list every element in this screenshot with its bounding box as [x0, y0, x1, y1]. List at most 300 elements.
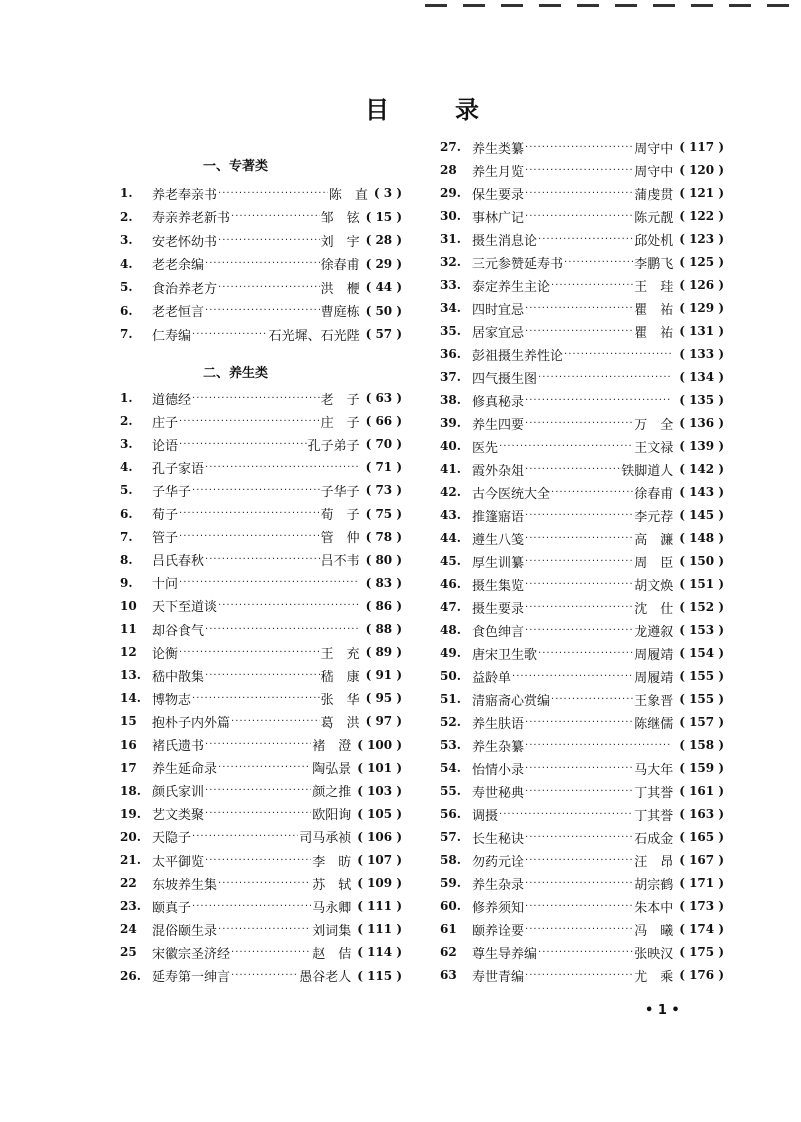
- entry-page: ( 176 ): [679, 968, 724, 982]
- entry-number: 39.: [440, 416, 461, 430]
- entry-number: 43.: [440, 508, 461, 522]
- entry-author: 邹 铉: [320, 211, 360, 226]
- entry-author: 刘词集: [312, 923, 352, 939]
- entry-page: ( 70 ): [366, 437, 402, 451]
- leader-dots: [564, 257, 633, 268]
- toc-entry: [120, 665, 402, 685]
- leader-dots: [551, 280, 633, 291]
- toc-entry: [120, 711, 402, 731]
- toc-entry: [120, 966, 402, 986]
- entry-author: 胡文焕: [634, 578, 674, 594]
- leader-dots: [525, 464, 620, 475]
- toc-entry: [120, 254, 402, 274]
- entry-number: 53.: [440, 738, 461, 752]
- entry-title: 博物志: [152, 692, 192, 708]
- leader-dots: [192, 393, 320, 404]
- entry-author: 李 昉: [312, 854, 352, 870]
- entry-number: 33.: [440, 278, 461, 292]
- entry-number: 26.: [120, 968, 141, 983]
- entry-title: 道德经: [152, 392, 192, 408]
- toc-entry: [120, 277, 402, 297]
- entry-author: 瞿 祐: [634, 325, 674, 341]
- leader-dots: [218, 878, 311, 889]
- toc-entry: [120, 183, 402, 203]
- toc-title-char-1: 目: [365, 96, 389, 124]
- leader-dots: [192, 485, 320, 496]
- entry-number: 50.: [440, 669, 461, 683]
- toc-entry: [440, 574, 724, 594]
- leader-dots: [525, 786, 633, 797]
- entry-author: 周守中: [634, 164, 674, 180]
- top-edge-dashes: [425, 4, 801, 7]
- toc-entry: [120, 301, 402, 321]
- entry-author: 赵 佶: [312, 946, 352, 962]
- entry-title: 天隐子: [152, 831, 192, 847]
- entry-page: ( 57 ): [366, 327, 402, 341]
- toc-entry: [120, 619, 402, 639]
- entry-number: 62: [440, 945, 457, 959]
- leader-dots: [205, 624, 359, 635]
- leader-dots: [525, 740, 672, 751]
- entry-page: ( 120 ): [679, 163, 724, 177]
- leader-dots: [231, 716, 320, 727]
- entry-author: 孔子弟子: [307, 438, 360, 454]
- entry-page: ( 103 ): [357, 784, 402, 798]
- entry-page: ( 155 ): [679, 669, 724, 683]
- entry-title: 吕氏春秋: [152, 554, 205, 570]
- leader-dots: [179, 647, 320, 658]
- toc-entry: [440, 827, 724, 847]
- entry-page: ( 158 ): [679, 738, 724, 752]
- entry-author: 高 濂: [634, 532, 674, 548]
- leader-dots: [218, 924, 311, 935]
- entry-page: ( 3 ): [374, 186, 402, 200]
- entry-title: 养生肤语: [472, 716, 525, 732]
- entry-page: ( 15 ): [366, 210, 402, 224]
- entry-author: 万 全: [634, 417, 674, 433]
- leader-dots: [192, 693, 320, 704]
- toc-entry: [440, 482, 724, 502]
- entry-number: 52.: [440, 715, 461, 729]
- leader-dots: [512, 671, 633, 682]
- entry-author: 子华子: [320, 484, 360, 500]
- entry-page: ( 152 ): [679, 600, 724, 614]
- entry-author: 王 充: [320, 646, 360, 662]
- entry-page: ( 171 ): [679, 876, 724, 890]
- entry-author: 司马承祯: [299, 831, 352, 847]
- entry-title: 颐养诠要: [472, 923, 525, 939]
- entry-title: 养生月览: [472, 164, 525, 180]
- entry-number: 34.: [440, 301, 461, 315]
- leader-dots: [525, 579, 633, 590]
- entry-number: 36.: [440, 347, 461, 361]
- toc-entry: [120, 850, 402, 870]
- entry-number: 37.: [440, 370, 461, 384]
- entry-title: 修真秘录: [472, 394, 525, 410]
- entry-number: 13.: [120, 668, 141, 683]
- entry-number: 58.: [440, 853, 461, 867]
- entry-author: 庄 子: [320, 415, 360, 431]
- entry-title: 仁寿编: [152, 328, 192, 344]
- entry-page: ( 150 ): [679, 554, 724, 568]
- leader-dots: [525, 625, 633, 636]
- entry-number: 15: [120, 714, 137, 729]
- leader-dots: [525, 395, 672, 406]
- toc-entry: [440, 735, 724, 755]
- entry-title: 勿药元诠: [472, 854, 525, 870]
- entry-title: 管子: [152, 531, 179, 547]
- entry-page: ( 63 ): [366, 391, 402, 405]
- leader-dots: [525, 326, 633, 337]
- entry-title: 混俗颐生录: [152, 923, 218, 939]
- entry-author: 王象晋: [634, 693, 674, 709]
- toc-entry: [120, 596, 402, 616]
- leader-dots: [525, 418, 633, 429]
- entry-author: 汪 昂: [634, 854, 674, 870]
- entry-title: 修养须知: [472, 900, 525, 916]
- leader-dots: [205, 554, 320, 565]
- entry-number: 49.: [440, 646, 461, 660]
- toc-entry: [440, 528, 724, 548]
- toc-entry: [440, 873, 724, 893]
- leader-dots: [179, 439, 307, 450]
- entry-title: 养生四要: [472, 417, 525, 433]
- entry-number: 61: [440, 922, 457, 936]
- entry-number: 48.: [440, 623, 461, 637]
- leader-dots: [525, 211, 633, 222]
- entry-title: 推篷寤语: [472, 509, 525, 525]
- entry-author: 邱处机: [634, 233, 674, 249]
- entry-author: 铁脚道人: [621, 463, 674, 479]
- entry-author: 周履靖: [634, 647, 674, 663]
- entry-page: ( 114 ): [357, 945, 402, 959]
- entry-page: ( 97 ): [366, 714, 402, 728]
- entry-title: 食治养老方: [152, 281, 218, 297]
- entry-title: 泰定养生主论: [472, 279, 551, 295]
- entry-author: 嵇 康: [320, 669, 360, 685]
- entry-author: 荀 子: [320, 508, 360, 523]
- entry-page: ( 163 ): [679, 807, 724, 821]
- entry-title: 三元参赞延寿书: [472, 256, 564, 272]
- leader-dots: [525, 901, 633, 912]
- entry-page: ( 165 ): [679, 830, 724, 844]
- entry-title: 医先: [472, 440, 499, 456]
- leader-dots: [231, 970, 298, 981]
- leader-dots: [218, 600, 359, 611]
- entry-page: ( 125 ): [679, 255, 724, 269]
- entry-author: 陶弘景: [312, 762, 352, 778]
- leader-dots: [179, 416, 320, 427]
- entry-number: 1.: [120, 186, 133, 200]
- entry-author: 尤 乘: [634, 969, 674, 985]
- entry-author: 吕不韦: [320, 554, 360, 570]
- entry-number: 2.: [120, 414, 133, 429]
- entry-title: 宋徽宗圣济经: [152, 946, 231, 962]
- entry-page: ( 126 ): [679, 278, 724, 292]
- entry-page: ( 28 ): [366, 233, 402, 247]
- entry-number: 30.: [440, 209, 461, 223]
- toc-entry: [120, 207, 402, 227]
- entry-page: ( 173 ): [679, 899, 724, 913]
- entry-page: ( 73 ): [366, 483, 402, 497]
- entry-page: ( 50 ): [366, 304, 402, 318]
- entry-title: 老老余编: [152, 258, 205, 273]
- entry-page: ( 117 ): [679, 140, 724, 154]
- entry-page: ( 175 ): [679, 945, 724, 959]
- entry-author: 马永卿: [312, 900, 352, 916]
- entry-page: ( 142 ): [679, 462, 724, 476]
- entry-author: 苏 轼: [312, 877, 352, 893]
- entry-page: ( 148 ): [679, 531, 724, 545]
- section-heading-health: 二、养生类: [203, 366, 269, 381]
- entry-number: 59.: [440, 876, 461, 890]
- entry-title: 艺文类聚: [152, 808, 205, 824]
- entry-number: 14.: [120, 691, 141, 706]
- toc-entry: [440, 229, 724, 249]
- entry-page: ( 75 ): [366, 507, 402, 521]
- entry-title: 厚生训纂: [472, 555, 525, 571]
- toc-entry: [440, 252, 724, 272]
- leader-dots: [192, 831, 298, 842]
- toc-entry: [120, 324, 402, 344]
- entry-page: ( 95 ): [366, 691, 402, 705]
- leader-dots: [525, 970, 633, 981]
- entry-number: 27.: [440, 140, 461, 154]
- entry-author: 王 珪: [634, 279, 674, 295]
- leader-dots: [525, 142, 633, 153]
- entry-number: 20.: [120, 829, 141, 844]
- leader-dots: [525, 188, 633, 199]
- entry-page: ( 88 ): [366, 622, 402, 636]
- toc-entry: [440, 781, 724, 801]
- entry-number: 19.: [120, 806, 141, 821]
- leader-dots: [179, 508, 320, 519]
- entry-number: 56.: [440, 807, 461, 821]
- entry-page: ( 101 ): [357, 761, 402, 775]
- entry-number: 8.: [120, 552, 133, 567]
- entry-page: ( 107 ): [357, 853, 402, 867]
- entry-page: ( 44 ): [366, 280, 402, 294]
- toc-entry: [440, 712, 724, 732]
- toc-entry: [120, 942, 402, 962]
- toc-entry: [440, 367, 724, 387]
- toc-entry: [440, 298, 724, 318]
- leader-dots: [525, 855, 633, 866]
- toc-entry: [120, 550, 402, 570]
- leader-dots: [538, 234, 633, 245]
- entry-page: ( 161 ): [679, 784, 724, 798]
- entry-page: ( 157 ): [679, 715, 724, 729]
- entry-title: 遵生八笺: [472, 532, 525, 548]
- entry-author: 徐春甫: [634, 486, 674, 502]
- leader-dots: [525, 165, 633, 176]
- entry-title: 调摄: [472, 808, 499, 824]
- toc-entry: [120, 758, 402, 778]
- entry-number: 4.: [120, 460, 133, 475]
- leader-dots: [525, 717, 633, 728]
- entry-author: 李鹏飞: [634, 256, 674, 272]
- leader-dots: [551, 487, 633, 498]
- entry-title: 东坡养生集: [152, 877, 218, 893]
- entry-page: ( 136 ): [679, 416, 724, 430]
- entry-author: 朱本中: [634, 900, 674, 916]
- entry-number: 7.: [120, 327, 133, 341]
- leader-dots: [551, 694, 633, 705]
- leader-dots: [525, 878, 633, 889]
- entry-number: 40.: [440, 439, 461, 453]
- entry-title: 唐宋卫生歌: [472, 647, 538, 663]
- entry-page: ( 135 ): [679, 393, 724, 407]
- entry-page: ( 133 ): [679, 347, 724, 361]
- entry-title: 保生要录: [472, 187, 525, 203]
- entry-author: 丁其誉: [634, 785, 674, 801]
- entry-author: 沈 仕: [634, 601, 674, 617]
- entry-title: 天下至道谈: [152, 600, 218, 616]
- leader-dots: [231, 211, 320, 222]
- toc-entry: [440, 436, 724, 456]
- toc-entry: [440, 505, 724, 525]
- entry-author: 蒲虔贯: [634, 187, 674, 203]
- leader-dots: [205, 855, 311, 866]
- entry-number: 55.: [440, 784, 461, 798]
- entry-author: 曹庭栋: [320, 305, 360, 320]
- entry-author: 张映汉: [634, 946, 674, 962]
- entry-number: 6.: [120, 506, 133, 521]
- leader-dots: [525, 924, 633, 935]
- entry-number: 12: [120, 645, 137, 660]
- entry-title: 养生杂录: [472, 877, 525, 893]
- toc-entry: [120, 457, 402, 477]
- leader-dots: [538, 648, 633, 659]
- leader-dots: [179, 577, 359, 588]
- entry-page: ( 129 ): [679, 301, 724, 315]
- entry-page: ( 155 ): [679, 692, 724, 706]
- entry-page: ( 91 ): [366, 668, 402, 682]
- entry-title: 养生类纂: [472, 141, 525, 157]
- entry-number: 3.: [120, 233, 133, 247]
- leader-dots: [205, 808, 311, 819]
- toc-entry: [120, 642, 402, 662]
- toc-title-char-2: 录: [455, 96, 479, 124]
- entry-title: 四时宜忌: [472, 302, 525, 318]
- leader-dots: [231, 947, 311, 958]
- entry-number: 46.: [440, 577, 461, 591]
- entry-number: 17: [120, 760, 137, 775]
- entry-number: 11: [120, 622, 137, 636]
- entry-number: 1.: [120, 391, 133, 405]
- toc-entry: [120, 873, 402, 893]
- entry-number: 28: [440, 163, 457, 177]
- toc-entry: [440, 137, 724, 157]
- entry-number: 3.: [120, 437, 133, 452]
- entry-page: ( 78 ): [366, 530, 402, 544]
- entry-title: 事林广记: [472, 210, 525, 226]
- toc-entry: [120, 919, 402, 939]
- toc-entry: [120, 388, 402, 408]
- entry-number: 51.: [440, 692, 461, 706]
- entry-title: 颐真子: [152, 900, 192, 916]
- toc-entry: [120, 688, 402, 708]
- entry-page: ( 66 ): [366, 414, 402, 428]
- entry-number: 21.: [120, 853, 141, 867]
- entry-page: ( 153 ): [679, 623, 724, 637]
- toc-entry: [440, 160, 724, 180]
- leader-dots: [525, 832, 633, 843]
- toc-entry: [120, 827, 402, 847]
- leader-dots: [218, 282, 320, 293]
- entry-title: 居家宜忌: [472, 325, 525, 341]
- entry-author: 丁其誉: [634, 808, 674, 824]
- entry-title: 古今医统大全: [472, 486, 551, 502]
- entry-author: 陈元靓: [634, 210, 674, 226]
- entry-page: ( 106 ): [357, 830, 402, 844]
- toc-entry: [440, 183, 724, 203]
- toc-entry: [120, 804, 402, 824]
- entry-page: ( 115 ): [357, 969, 402, 983]
- entry-author: 周履靖: [634, 670, 674, 686]
- entry-page: ( 111 ): [357, 922, 402, 936]
- section-heading-monographs: 一、专著类: [203, 159, 269, 174]
- entry-page: ( 86 ): [366, 599, 402, 613]
- leader-dots: [205, 305, 320, 316]
- entry-number: 35.: [440, 324, 461, 338]
- entry-title: 庄子: [152, 415, 179, 431]
- page-number: • 1 •: [645, 1003, 680, 1018]
- leader-dots: [538, 372, 672, 383]
- entry-title: 褚氏遗书: [152, 739, 205, 754]
- entry-page: ( 139 ): [679, 439, 724, 453]
- entry-title: 摄生消息论: [472, 233, 538, 249]
- entry-title: 清寤斋心赏编: [472, 693, 551, 709]
- entry-number: 18.: [120, 783, 141, 798]
- entry-author: 葛 洪: [320, 715, 360, 731]
- entry-page: ( 29 ): [366, 257, 402, 271]
- entry-author: 徐春甫: [320, 258, 360, 273]
- toc-entry: [440, 344, 724, 364]
- entry-title: 长生秘诀: [472, 831, 525, 847]
- entry-author: 颜之推: [312, 785, 352, 801]
- leader-dots: [525, 303, 633, 314]
- entry-page: ( 111 ): [357, 899, 402, 913]
- entry-page: ( 143 ): [679, 485, 724, 499]
- toc-entry: [440, 413, 724, 433]
- toc-entry: [120, 735, 402, 755]
- entry-author: 周 臣: [634, 555, 674, 571]
- entry-author: 愚谷老人: [299, 970, 352, 985]
- entry-page: ( 89 ): [366, 645, 402, 659]
- entry-title: 论语: [152, 438, 179, 454]
- entry-title: 延寿第一绅言: [152, 970, 231, 985]
- entry-number: 23.: [120, 899, 141, 914]
- entry-page: ( 134 ): [679, 370, 724, 384]
- entry-page: ( 80 ): [366, 553, 402, 567]
- leader-dots: [205, 785, 311, 796]
- entry-page: ( 131 ): [679, 324, 724, 338]
- entry-title: 怡情小录: [472, 762, 525, 778]
- entry-title: 四气摄生图: [472, 371, 538, 387]
- entry-number: 22: [120, 876, 137, 891]
- entry-author: 龙遵叙: [634, 624, 674, 640]
- entry-author: 管 仲: [320, 531, 360, 547]
- toc-entry: [440, 551, 724, 571]
- leader-dots: [205, 258, 320, 269]
- leader-dots: [205, 462, 359, 473]
- entry-author: 张 华: [320, 692, 360, 708]
- entry-number: 4.: [120, 256, 133, 271]
- entry-number: 41.: [440, 462, 461, 476]
- entry-author: 马大年: [634, 762, 674, 778]
- entry-title: 食色绅言: [472, 624, 525, 640]
